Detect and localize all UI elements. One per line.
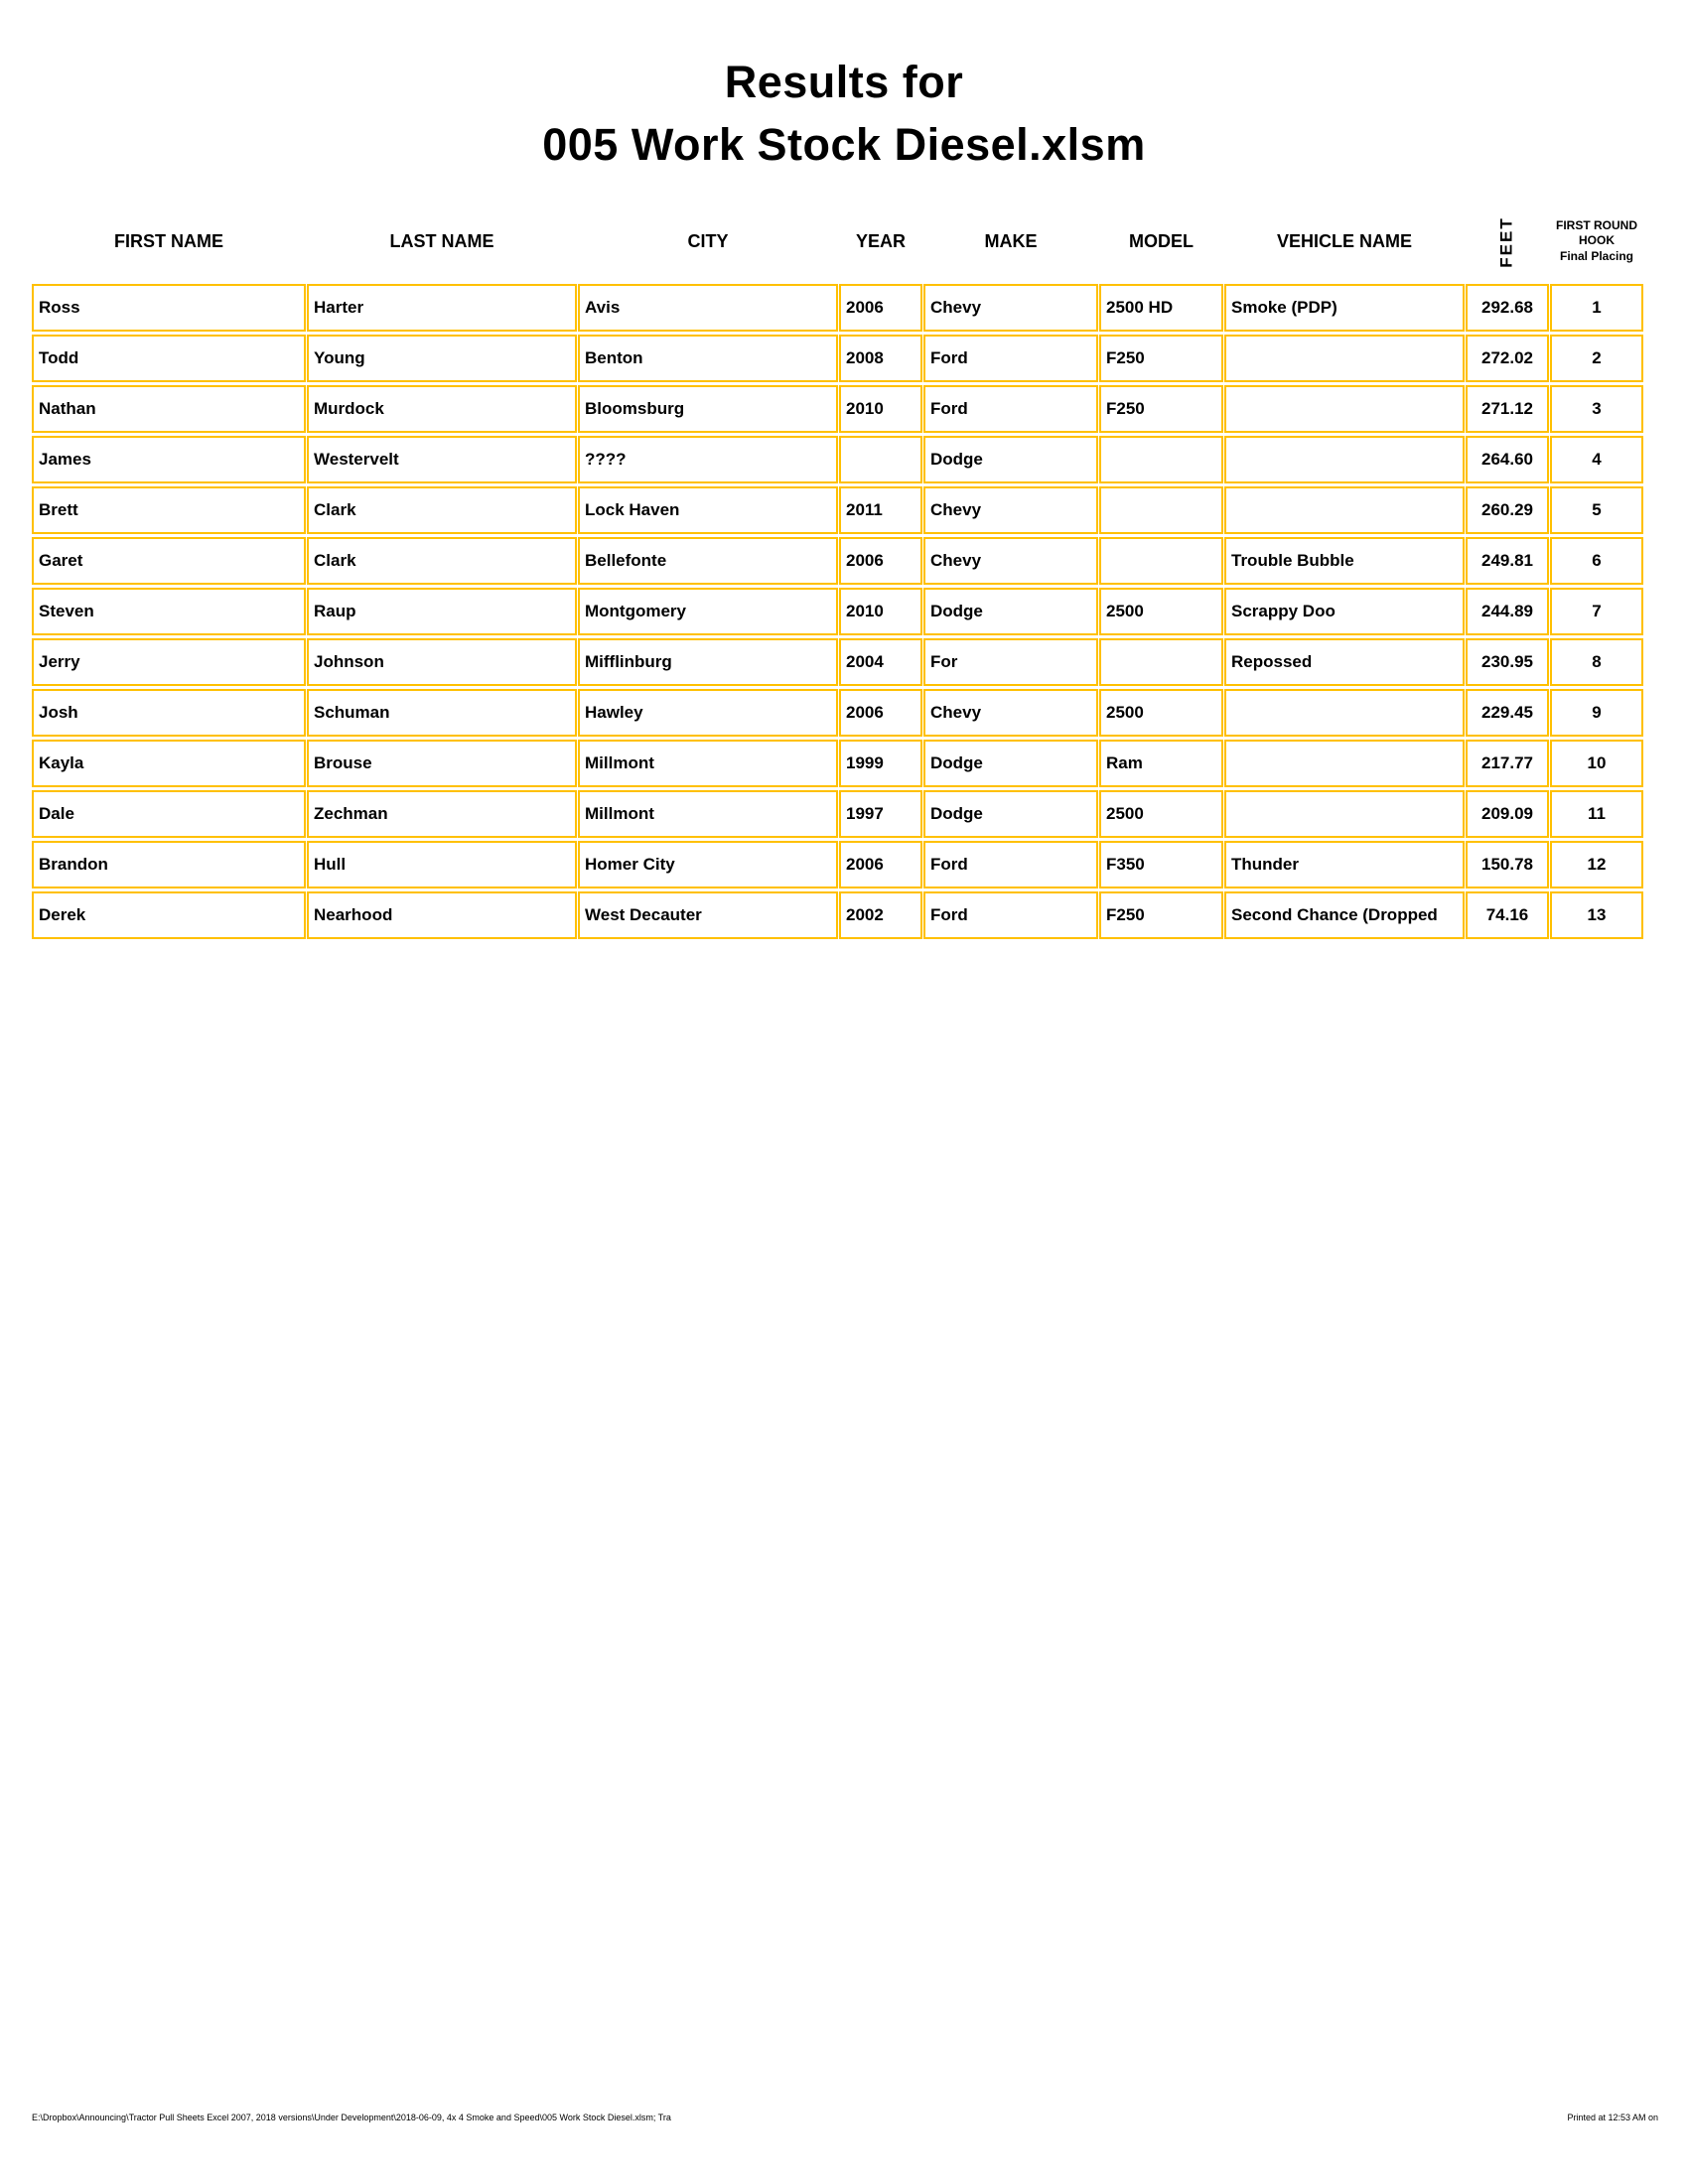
cell-make: Dodge xyxy=(923,790,1098,838)
cell-first-name: Ross xyxy=(32,284,306,332)
cell-vehicle-name xyxy=(1224,740,1465,787)
cell-first-name: Derek xyxy=(32,891,306,939)
cell-first-name: Garet xyxy=(32,537,306,585)
cell-make: Ford xyxy=(923,841,1098,888)
cell-model: F250 xyxy=(1099,891,1223,939)
cell-first-name: Josh xyxy=(32,689,306,737)
cell-year: 2011 xyxy=(839,486,922,534)
cell-feet: 260.29 xyxy=(1466,486,1549,534)
cell-model xyxy=(1099,436,1223,483)
table-row xyxy=(32,638,1643,686)
cell-year: 2008 xyxy=(839,335,922,382)
footer-printed-at: Printed at 12:53 AM on xyxy=(1567,2113,1658,2122)
placing-header-line3: Final Placing xyxy=(1559,248,1633,263)
cell-feet: 229.45 xyxy=(1466,689,1549,737)
cell-last-name: Young xyxy=(307,335,577,382)
cell-year: 2006 xyxy=(839,537,922,585)
placing-header-line1: FIRST ROUND xyxy=(1556,217,1637,232)
report-title xyxy=(0,57,1688,170)
cell-first-name: Steven xyxy=(32,588,306,635)
report-title-line1: Results for xyxy=(724,57,964,107)
cell-city: ???? xyxy=(578,436,838,483)
table-row xyxy=(32,689,1643,737)
cell-model xyxy=(1099,486,1223,534)
cell-model: 2500 xyxy=(1099,790,1223,838)
table-row xyxy=(32,486,1643,534)
cell-year: 2006 xyxy=(839,284,922,332)
cell-city: Millmont xyxy=(578,740,838,787)
cell-vehicle-name: Repossed xyxy=(1224,638,1465,686)
cell-feet: 264.60 xyxy=(1466,436,1549,483)
cell-make: Ford xyxy=(923,385,1098,433)
cell-vehicle-name: Thunder xyxy=(1224,841,1465,888)
results-table-body xyxy=(32,284,1643,939)
cell-year: 2006 xyxy=(839,689,922,737)
cell-last-name: Johnson xyxy=(307,638,577,686)
cell-make: Chevy xyxy=(923,537,1098,585)
cell-make: Dodge xyxy=(923,436,1098,483)
cell-vehicle-name xyxy=(1224,689,1465,737)
cell-placing: 4 xyxy=(1550,436,1643,483)
footer-file-path: E:\Dropbox\Announcing\Tractor Pull Sheets Excel 2007, 2018 versions\Under Development\2018-06-09, 4x 4 Smoke and Speed\005 Work Stock Diesel.xlsm; Tra xyxy=(32,2113,671,2122)
results-table-header xyxy=(32,202,1643,281)
cell-city: West Decauter xyxy=(578,891,838,939)
cell-vehicle-name xyxy=(1224,436,1465,483)
cell-placing: 6 xyxy=(1550,537,1643,585)
column-header-vehicle-name: VEHICLE NAME xyxy=(1276,230,1412,251)
table-row xyxy=(32,436,1643,483)
cell-year: 1999 xyxy=(839,740,922,787)
cell-make: For xyxy=(923,638,1098,686)
cell-first-name: James xyxy=(32,436,306,483)
cell-vehicle-name: Trouble Bubble xyxy=(1224,537,1465,585)
cell-first-name: Jerry xyxy=(32,638,306,686)
cell-first-name: Kayla xyxy=(32,740,306,787)
cell-feet: 272.02 xyxy=(1466,335,1549,382)
cell-placing: 5 xyxy=(1550,486,1643,534)
cell-year: 2002 xyxy=(839,891,922,939)
cell-last-name: Westervelt xyxy=(307,436,577,483)
cell-year: 2010 xyxy=(839,588,922,635)
cell-city: Millmont xyxy=(578,790,838,838)
cell-last-name: Raup xyxy=(307,588,577,635)
cell-vehicle-name xyxy=(1224,790,1465,838)
cell-model: 2500 xyxy=(1099,689,1223,737)
cell-city: Avis xyxy=(578,284,838,332)
table-row xyxy=(32,891,1643,939)
table-row xyxy=(32,740,1643,787)
cell-first-name: Brett xyxy=(32,486,306,534)
cell-placing: 12 xyxy=(1550,841,1643,888)
placing-header-line2: HOOK xyxy=(1579,233,1615,248)
cell-make: Chevy xyxy=(923,284,1098,332)
cell-year xyxy=(839,436,922,483)
column-header-placing xyxy=(1550,202,1643,281)
cell-placing: 3 xyxy=(1550,385,1643,433)
cell-placing: 8 xyxy=(1550,638,1643,686)
cell-city: Bloomsburg xyxy=(578,385,838,433)
feet-vertical-label: FEET xyxy=(1496,215,1516,268)
cell-make: Ford xyxy=(923,335,1098,382)
cell-first-name: Brandon xyxy=(32,841,306,888)
cell-make: Ford xyxy=(923,891,1098,939)
cell-placing: 1 xyxy=(1550,284,1643,332)
cell-make: Chevy xyxy=(923,689,1098,737)
cell-city: Homer City xyxy=(578,841,838,888)
cell-vehicle-name: Scrappy Doo xyxy=(1224,588,1465,635)
cell-city: Bellefonte xyxy=(578,537,838,585)
table-row xyxy=(32,284,1643,332)
column-header-last-name: LAST NAME xyxy=(389,230,494,251)
cell-last-name: Clark xyxy=(307,537,577,585)
cell-vehicle-name: Second Chance (Dropped xyxy=(1224,891,1465,939)
cell-placing: 9 xyxy=(1550,689,1643,737)
cell-model: 2500 HD xyxy=(1099,284,1223,332)
cell-make: Chevy xyxy=(923,486,1098,534)
column-header-feet xyxy=(1466,202,1549,281)
cell-model xyxy=(1099,537,1223,585)
cell-city: Lock Haven xyxy=(578,486,838,534)
cell-first-name: Dale xyxy=(32,790,306,838)
results-table-wrap xyxy=(31,199,1644,942)
cell-feet: 230.95 xyxy=(1466,638,1549,686)
table-row xyxy=(32,790,1643,838)
cell-first-name: Nathan xyxy=(32,385,306,433)
column-header-city: CITY xyxy=(687,230,729,251)
cell-model: F250 xyxy=(1099,335,1223,382)
results-table xyxy=(31,199,1644,942)
table-row xyxy=(32,537,1643,585)
table-row xyxy=(32,841,1643,888)
cell-model: F250 xyxy=(1099,385,1223,433)
cell-year: 1997 xyxy=(839,790,922,838)
cell-vehicle-name: Smoke (PDP) xyxy=(1224,284,1465,332)
cell-placing: 13 xyxy=(1550,891,1643,939)
cell-model: 2500 xyxy=(1099,588,1223,635)
cell-last-name: Schuman xyxy=(307,689,577,737)
report-title-line2: 005 Work Stock Diesel.xlsm xyxy=(542,119,1146,170)
cell-first-name: Todd xyxy=(32,335,306,382)
table-row xyxy=(32,588,1643,635)
cell-vehicle-name xyxy=(1224,335,1465,382)
cell-placing: 10 xyxy=(1550,740,1643,787)
cell-last-name: Zechman xyxy=(307,790,577,838)
cell-last-name: Murdock xyxy=(307,385,577,433)
cell-feet: 271.12 xyxy=(1466,385,1549,433)
column-header-model: MODEL xyxy=(1129,230,1194,251)
cell-make: Dodge xyxy=(923,740,1098,787)
cell-feet: 150.78 xyxy=(1466,841,1549,888)
cell-placing: 7 xyxy=(1550,588,1643,635)
column-header-year: YEAR xyxy=(855,230,906,251)
cell-feet: 249.81 xyxy=(1466,537,1549,585)
cell-city: Hawley xyxy=(578,689,838,737)
cell-make: Dodge xyxy=(923,588,1098,635)
cell-feet: 74.16 xyxy=(1466,891,1549,939)
cell-feet: 292.68 xyxy=(1466,284,1549,332)
cell-model xyxy=(1099,638,1223,686)
cell-vehicle-name xyxy=(1224,486,1465,534)
table-row xyxy=(32,385,1643,433)
cell-feet: 217.77 xyxy=(1466,740,1549,787)
cell-year: 2006 xyxy=(839,841,922,888)
cell-last-name: Hull xyxy=(307,841,577,888)
column-header-first-name: FIRST NAME xyxy=(114,230,223,251)
cell-placing: 11 xyxy=(1550,790,1643,838)
cell-city: Mifflinburg xyxy=(578,638,838,686)
table-row xyxy=(32,335,1643,382)
cell-last-name: Brouse xyxy=(307,740,577,787)
cell-city: Benton xyxy=(578,335,838,382)
cell-last-name: Clark xyxy=(307,486,577,534)
cell-vehicle-name xyxy=(1224,385,1465,433)
cell-year: 2010 xyxy=(839,385,922,433)
cell-feet: 244.89 xyxy=(1466,588,1549,635)
cell-year: 2004 xyxy=(839,638,922,686)
cell-last-name: Harter xyxy=(307,284,577,332)
column-header-make: MAKE xyxy=(984,230,1038,251)
cell-model: Ram xyxy=(1099,740,1223,787)
cell-last-name: Nearhood xyxy=(307,891,577,939)
cell-model: F350 xyxy=(1099,841,1223,888)
cell-feet: 209.09 xyxy=(1466,790,1549,838)
header-row xyxy=(32,202,1643,281)
cell-placing: 2 xyxy=(1550,335,1643,382)
cell-city: Montgomery xyxy=(578,588,838,635)
